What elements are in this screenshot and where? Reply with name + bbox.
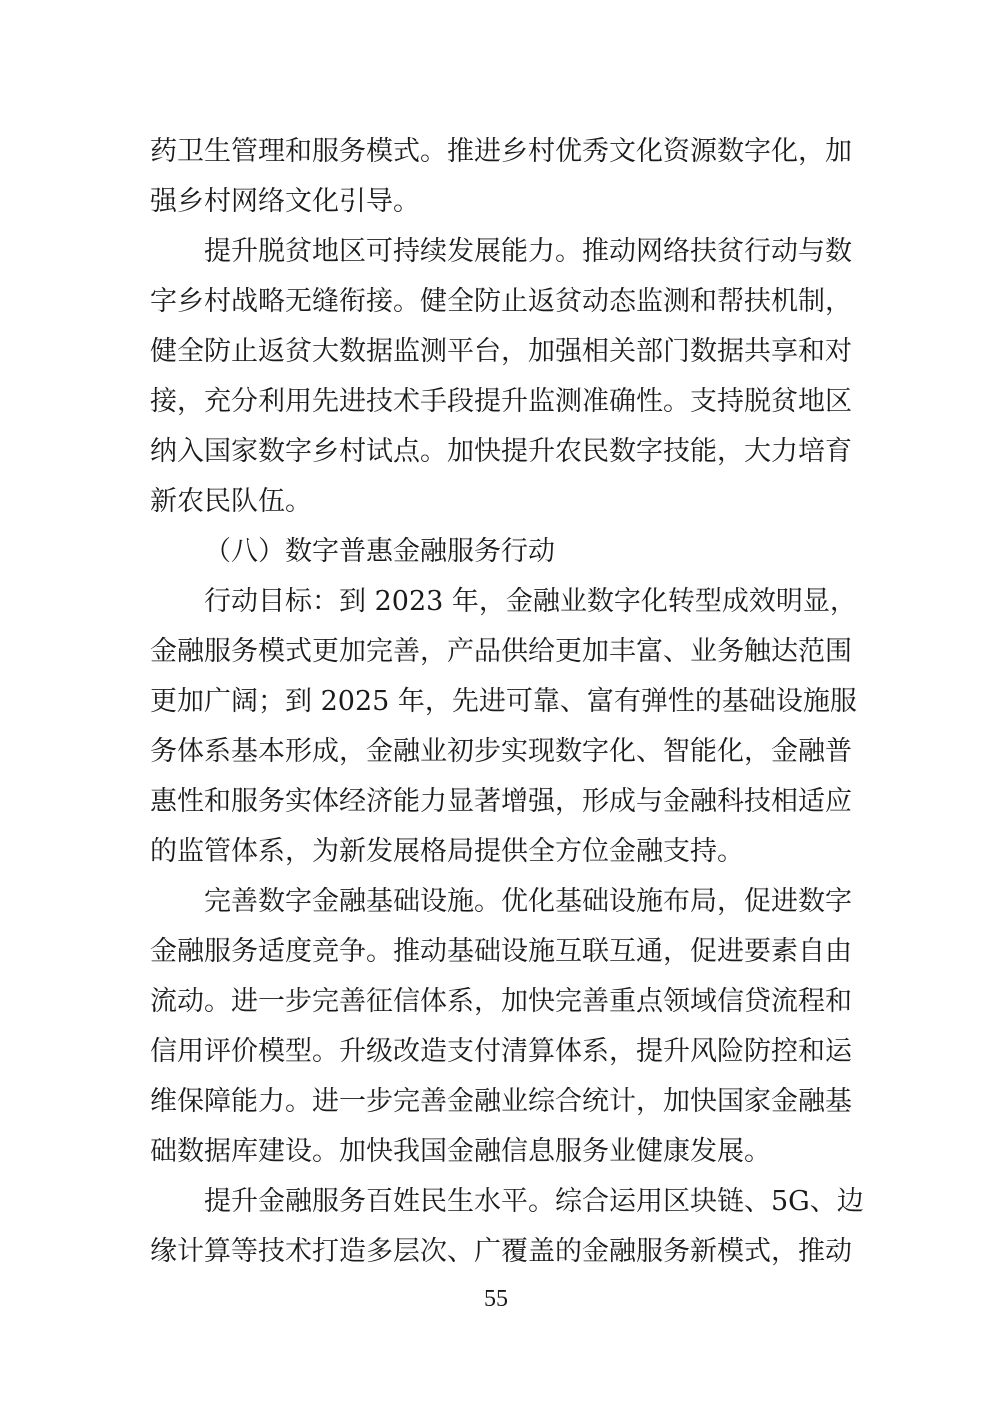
paragraph-start-line: 完善数字金融基础设施。优化基础设施布局，促进数字	[204, 886, 852, 917]
paragraph-start-line: 提升金融服务百姓民生水平。综合运用区块链、5G、边	[204, 1186, 864, 1217]
paragraph-start-line: 行动目标：到 2023 年，金融业数字化转型成效明显，	[204, 586, 857, 617]
text-line: 的监管体系，为新发展格局提供全方位金融支持。	[150, 836, 744, 867]
text-line: 金融服务模式更加完善，产品供给更加丰富、业务触达范围	[150, 636, 852, 667]
text-line: 础数据库建设。加快我国金融信息服务业健康发展。	[150, 1136, 771, 1167]
text-line: 纳入国家数字乡村试点。加快提升农民数字技能，大力培育	[150, 436, 852, 467]
text-line: 信用评价模型。升级改造支付清算体系，提升风险防控和运	[150, 1036, 852, 1067]
text-line: 健全防止返贫大数据监测平台，加强相关部门数据共享和对	[150, 336, 852, 367]
text-line: 缘计算等技术打造多层次、广覆盖的金融服务新模式，推动	[150, 1236, 852, 1267]
page-number: 55	[484, 1286, 508, 1312]
text-line: 维保障能力。进一步完善金融业综合统计，加快国家金融基	[150, 1086, 852, 1117]
section-heading: （八）数字普惠金融服务行动	[204, 536, 555, 567]
text-line: 惠性和服务实体经济能力显著增强，形成与金融科技相适应	[150, 786, 852, 817]
text-line: 字乡村战略无缝衔接。健全防止返贫动态监测和帮扶机制，	[150, 286, 852, 317]
text-line: 务体系基本形成，金融业初步实现数字化、智能化，金融普	[150, 736, 852, 767]
paragraph-start-line: 提升脱贫地区可持续发展能力。推动网络扶贫行动与数	[204, 236, 852, 267]
text-line: 强乡村网络文化引导。	[150, 186, 420, 217]
text-line: 流动。进一步完善征信体系，加快完善重点领域信贷流程和	[150, 986, 852, 1017]
text-line: 接，充分利用先进技术手段提升监测准确性。支持脱贫地区	[150, 386, 852, 417]
text-line: 药卫生管理和服务模式。推进乡村优秀文化资源数字化，加	[150, 136, 852, 167]
text-line: 新农民队伍。	[150, 486, 312, 517]
text-line: 金融服务适度竞争。推动基础设施互联互通，促进要素自由	[150, 936, 852, 967]
text-line: 更加广阔；到 2025 年，先进可靠、富有弹性的基础设施服	[150, 686, 857, 717]
